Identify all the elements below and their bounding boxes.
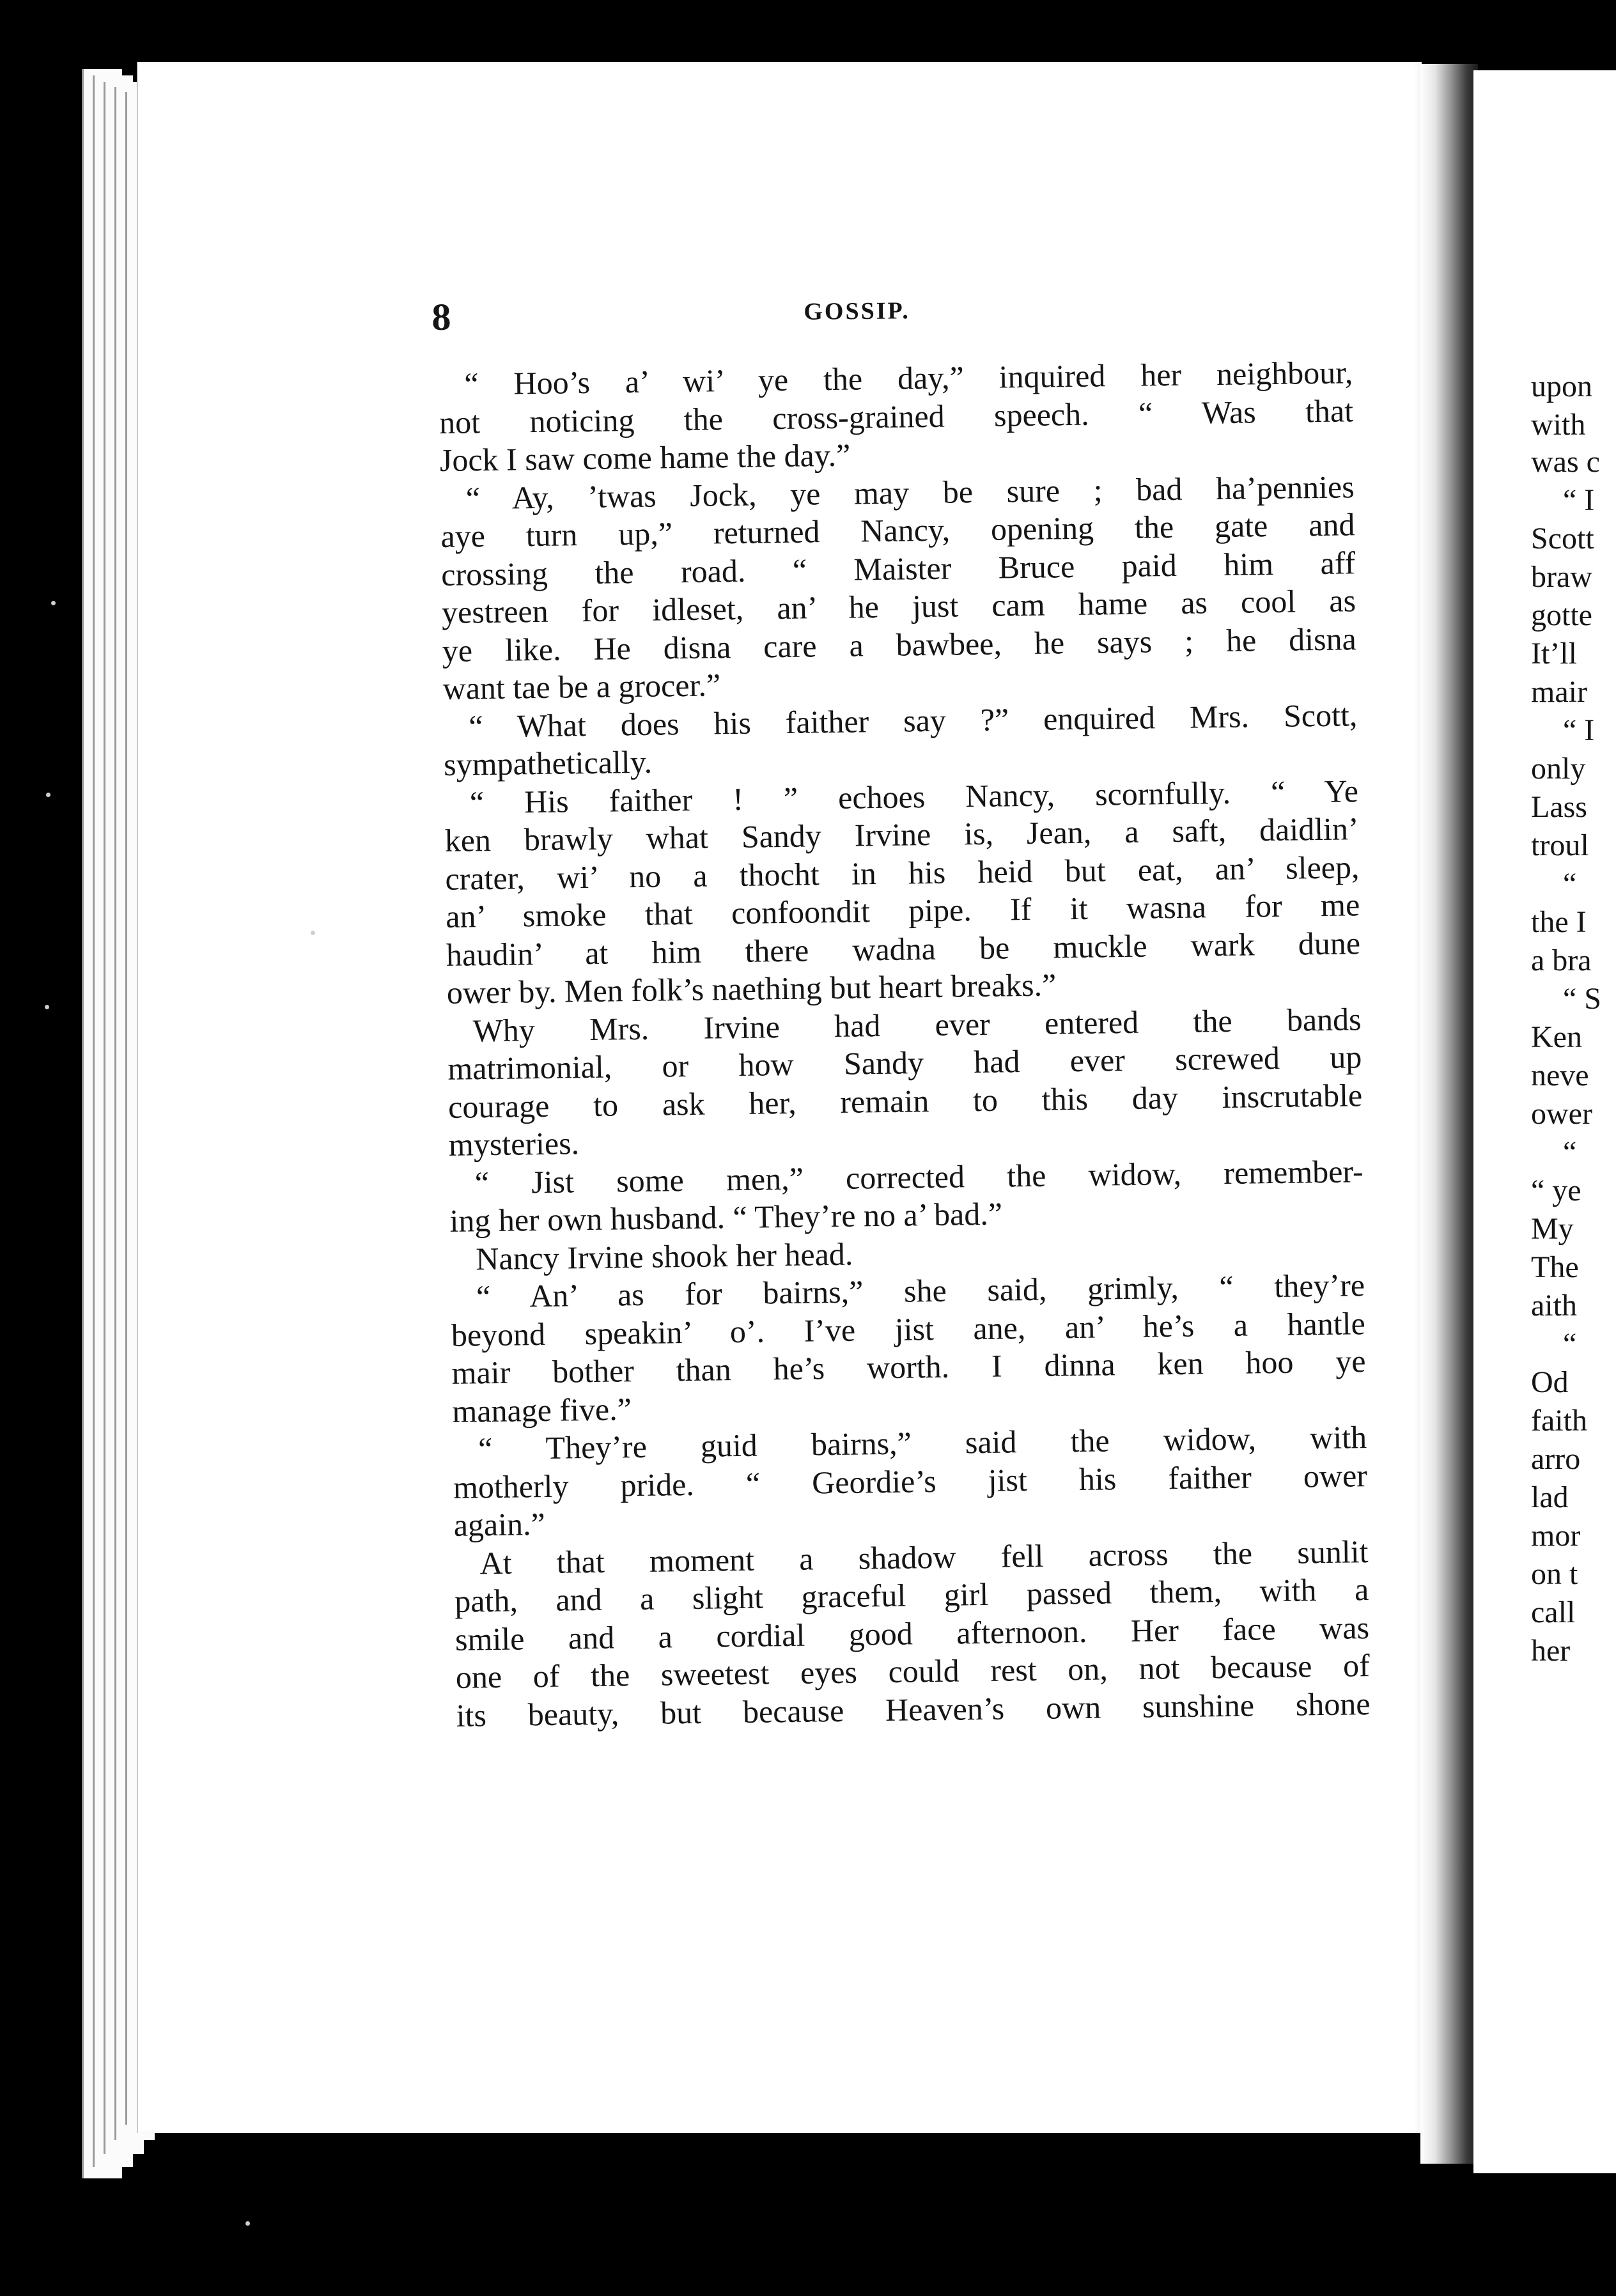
text-line: the I — [1531, 905, 1587, 939]
text-line: was c — [1531, 445, 1600, 479]
text-line: “ I — [1563, 713, 1595, 747]
text-line: ye like. He disna care a bawbee, he says ; he disna — [442, 620, 1357, 669]
text-line: “ An’ as for bairns,” she said, grimly, “ they’re — [476, 1267, 1365, 1315]
left-page-text — [439, 353, 1371, 1735]
text-line: mor — [1531, 1519, 1581, 1553]
text-line: ken brawly what Sandy Irvine is, Jean, a saft, daidlin’ — [444, 811, 1359, 858]
text-line: “ His faither ! ” echoes Nancy, scornfully. “ Ye — [469, 772, 1359, 820]
text-line: braw — [1531, 560, 1592, 594]
text-line: again.” — [453, 1505, 546, 1543]
text-line: path, and a slight graceful girl passed them, with a — [454, 1571, 1369, 1619]
text-line: At that moment a shadow fell across the sunlit — [479, 1533, 1369, 1581]
scan-speck — [245, 2221, 250, 2226]
text-line: mair bother than he’s worth. I dinna ken hoo ye — [451, 1343, 1366, 1391]
text-line: beyond speakin’ o’. I’ve jist ane, an’ he’s a hantle — [451, 1305, 1366, 1353]
text-line: Ken — [1531, 1020, 1582, 1054]
text-line: “ ye — [1531, 1174, 1581, 1207]
text-line: motherly pride. “ Geordie’s jist his faither ower — [453, 1457, 1368, 1505]
text-line: matrimonial, or how Sandy had ever screwed up — [447, 1039, 1362, 1087]
text-line: Od — [1531, 1365, 1569, 1399]
text-line: troul — [1531, 828, 1589, 862]
text-line: gotte — [1531, 598, 1592, 632]
text-line: “ Jist some men,” corrected the widow, remember- — [474, 1152, 1364, 1200]
text-line: crater, wi’ no a thocht in his heid but eat, an’ sleep, — [445, 848, 1360, 897]
text-line: Nancy Irvine shook her head. — [475, 1236, 853, 1276]
scan-speck — [311, 931, 315, 935]
text-line: “ — [1563, 867, 1577, 901]
text-line: arro — [1531, 1442, 1581, 1476]
text-line: Why Mrs. Irvine had ever entered the bands — [472, 1000, 1362, 1048]
text-line: an’ smoke that confoondit pipe. If it wasna for me — [445, 887, 1360, 935]
text-line: not noticing the cross-grained speech. “ Was that — [439, 392, 1354, 440]
text-line: “ S — [1563, 982, 1601, 1016]
text-line: a bra — [1531, 943, 1592, 977]
text-line: upon — [1531, 369, 1592, 403]
text-line: “ Hoo’s a’ wi’ ye the day,” inquired her neighbour, — [464, 354, 1353, 402]
text-line: call — [1531, 1595, 1576, 1629]
text-line: courage to ask her, remain to this day inscrutable — [447, 1076, 1363, 1125]
scan-speck — [46, 793, 50, 797]
text-line: My — [1531, 1212, 1574, 1246]
text-line: ing her own husband. “ They’re no a’ bad.” — [449, 1195, 1003, 1239]
text-line: faith — [1531, 1404, 1587, 1438]
text-line: “ — [1563, 1327, 1577, 1361]
text-line: sympathetically. — [443, 743, 653, 782]
text-line: only — [1531, 752, 1586, 786]
page-number: 8 — [431, 295, 453, 338]
text-line: its beauty, but because Heaven’s own sunshine shone — [456, 1685, 1371, 1734]
text-line: The — [1531, 1250, 1579, 1284]
text-line: smile and a cordial good afternoon. Her face was — [454, 1609, 1370, 1657]
text-line: crossing the road. “ Maister Bruce paid him aff — [440, 544, 1356, 593]
text-line: with — [1531, 408, 1586, 442]
text-line: aith — [1531, 1289, 1577, 1323]
text-line: her — [1531, 1634, 1571, 1668]
text-line: “ Ay, ’twas Jock, ye may be sure ; bad ha’pennies — [465, 468, 1355, 516]
text-line: “ What does his faither say ?” enquired Mrs. Scott, — [469, 696, 1358, 744]
book-gutter — [1420, 64, 1478, 2164]
text-line: want tae be a grocer.” — [442, 667, 721, 706]
text-line: mysteries. — [448, 1125, 580, 1163]
text-line: “ They’re guid bairns,” said the widow, with — [478, 1419, 1367, 1467]
text-line: Lass — [1531, 790, 1587, 824]
text-line: on t — [1531, 1557, 1578, 1591]
text-line: mair — [1531, 675, 1587, 709]
scan-speck — [51, 601, 56, 605]
text-line: neve — [1531, 1059, 1589, 1092]
text-line: It’ll — [1531, 637, 1577, 671]
running-head: GOSSIP. — [804, 297, 910, 325]
text-line: lad — [1531, 1480, 1569, 1514]
text-line: “ I — [1563, 483, 1595, 517]
text-line: haudin’ at him there wadna be muckle wark dune — [446, 924, 1361, 973]
text-line: one of the sweetest eyes could rest on, not because of — [455, 1647, 1371, 1695]
text-line: Jock I saw come hame the day.” — [439, 437, 851, 478]
text-line: manage five.” — [452, 1390, 632, 1429]
text-line: “ — [1563, 1135, 1577, 1169]
scan-speck — [45, 1005, 49, 1009]
text-line: ower by. Men folk’s naething but heart breaks.” — [446, 966, 1057, 1011]
text-line: Scott — [1531, 522, 1594, 555]
text-line: ower — [1531, 1097, 1592, 1131]
text-line: aye turn up,” returned Nancy, opening the gate and — [440, 506, 1355, 554]
text-line: yestreen for idleset, an’ he just cam hame as cool as — [441, 582, 1356, 630]
